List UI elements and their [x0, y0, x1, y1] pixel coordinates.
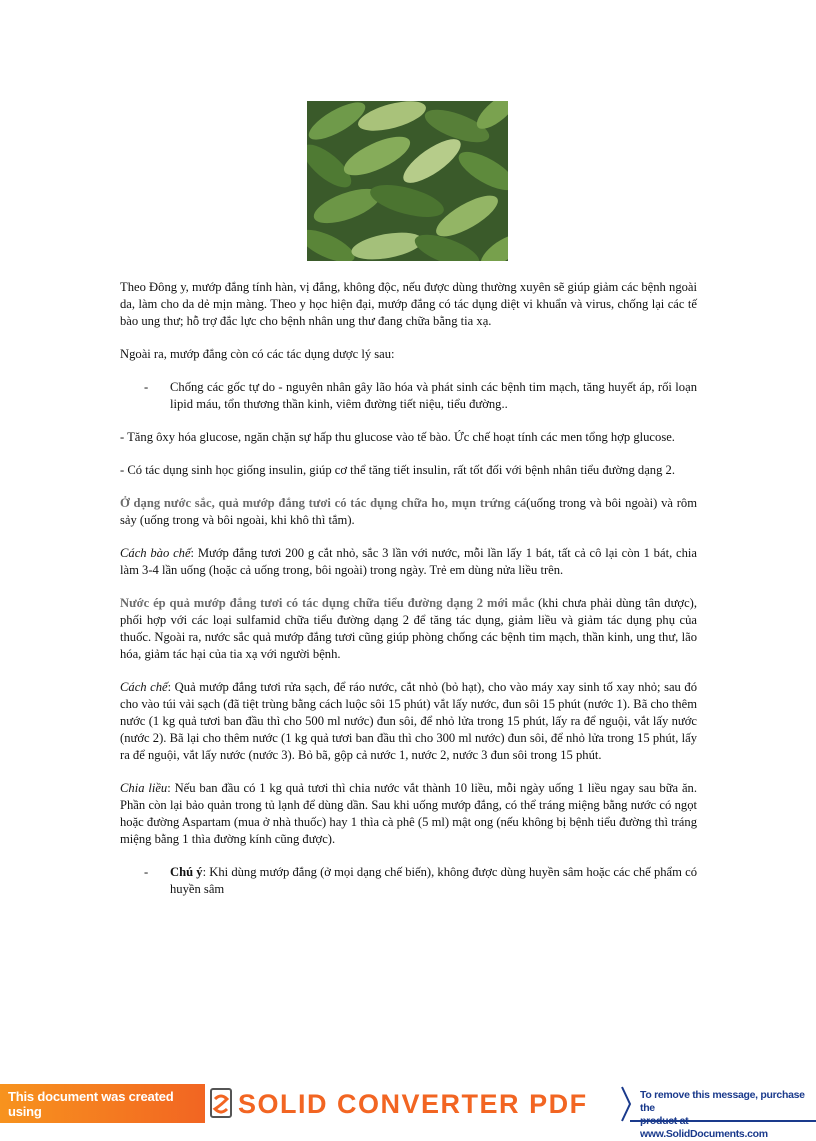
bullet-dash: - [144, 380, 149, 394]
bullet-text [170, 865, 697, 896]
paragraph-dosage [120, 780, 697, 848]
paragraph-decoction [120, 495, 697, 529]
dosage-text: : Nếu ban đầu có 1 kg quả tươi thì chia nước vắt thành 10 liều, mỗi ngày uống 1 liều ngay sau bữa ăn. Phần còn lại bảo quản trong tủ lạnh để dùng dần. Sau khi uống mướp đắng, có thể tráng miệng bằng nước có ngọt hoặc đường Aspartam (mua ở nhà thuốc) hay 1 thìa cà phê (5 ml) mật ong (nếu không bị bệnh tiểu đường thì tráng miệng bằng 1 thìa đường kính cũng được). [120, 781, 697, 846]
paragraph-method [120, 679, 697, 764]
bitter-melon-photo [307, 101, 508, 261]
brand-pdf: PDF [529, 1089, 588, 1119]
preparation-text: : Mướp đắng tươi 200 g cắt nhỏ, sắc 3 lần với nước, mỗi lần lấy 1 bát, tất cả cô lại còn 1 bát, chia làm 3-4 lần uống (hoặc cả uống trong, bôi ngoài) trong ngày. Trẻ em dùng nửa liều trên. [120, 546, 697, 577]
remove-message-line1: To remove this message, purchase the [640, 1089, 805, 1114]
brand-converter: CONVERTER [337, 1089, 521, 1119]
note-label: Chú ý [170, 865, 203, 879]
brand-solid: SOLID [238, 1089, 329, 1119]
solid-converter-brand [238, 1088, 588, 1120]
paragraph-preparation [120, 545, 697, 579]
bullet-item-note [120, 864, 697, 898]
paragraph-glucose: - Tăng ôxy hóa glucose, ngăn chặn sự hấp thu glucose vào tế bào. Ức chế hoạt tính các men tổng hợp glucose. [120, 430, 675, 444]
paragraph-intro: Theo Đông y, mướp đắng tính hàn, vị đắng, không độc, nếu được dùng thường xuyên sẽ giúp giảm các bệnh ngoài da, làm cho da dẻ mịn màng. Theo y học hiện đại, mướp đắng có tác dụng diệt vi khuẩn và virus, chống lại các tế bào ung thư; hỗ trợ đắc lực cho bệnh nhân ung thư đang chữa bằng tia xạ. [120, 280, 697, 328]
bullet-text: Chống các gốc tự do - nguyên nhân gây lão hóa và phát sinh các bệnh tim mạch, tăng huyết áp, rối loạn lipid máu, tổn thương thần kinh, viêm đường tiết niệu, tiểu đường.. [170, 380, 697, 411]
paragraph-effects-heading: Ngoài ra, mướp đắng còn có các tác dụng dược lý sau: [120, 347, 395, 361]
juice-heading: Nước ép quả mướp đắng tươi có tác dụng chữa tiểu đường dạng 2 mới mắc [120, 596, 535, 610]
remove-message-line2: product at www.SolidDocuments.com [640, 1115, 768, 1140]
remove-message-link[interactable] [640, 1089, 812, 1141]
juice-text: (khi chưa phải dùng tân dược), phối hợp với các loại sulfamid chữa tiểu đường dạng 2 để tăng tác dụng, giảm liều và giảm tác dụng phụ của thuốc. Ngoài ra, nước sắc quả mướp đắng tươi cũng giúp phòng chống các bệnh tim mạch, thần kinh, ung thư, lão hóa, giảm tác hại của tia xạ với người bệnh. [120, 596, 697, 661]
document-body [120, 279, 697, 914]
paragraph-insulin: - Có tác dụng sinh học giống insulin, giúp cơ thể tăng tiết insulin, rất tốt đối với bệnh nhân tiểu đường dạng 2. [120, 463, 675, 477]
dosage-label: Chia liều [120, 781, 168, 795]
decoction-heading: Ở dạng nước sắc, quả mướp đắng tươi có tác dụng chữa ho, mụn trứng cá [120, 496, 527, 510]
bullet-dash: - [144, 865, 149, 879]
note-text: : Khi dùng mướp đắng (ở mọi dạng chế biến), không được dùng huyền sâm hoặc các chế phẩm có huyền sâm [170, 865, 697, 896]
paragraph-juice [120, 595, 697, 663]
method-text: : Quả mướp đắng tươi rửa sạch, để ráo nước, cắt nhỏ (bỏ hạt), cho vào máy xay sinh tố xay nhỏ; sau đó cho vào túi vải sạch (đã tiệt trùng bằng cách luộc sôi 15 phút) vắt lấy nước, đun sôi 15 phút (nước 1). Bã cho thêm nước (1 kg quả tươi ban đầu thì cho 500 ml nước) đun sôi, để nhỏ lửa trong 15 phút, lấy ra để nguội, vắt lấy nước (nước 2). Bã lại cho thêm nước (1 kg quả tươi ban đầu thì cho 300 ml nước) đun sôi, để nhỏ lửa trong 15 phút, lấy ra để nguội, vắt lấy nước (nước 3). Bỏ bã, gộp cả nước 1, nước 2, nước 3 đun sôi trong 15 phút. [120, 680, 697, 762]
decoction-text: (uống trong và bôi ngoài) và rôm sảy (uống trong và bôi ngoài, khi khô thì tắm). [120, 496, 698, 527]
method-label: Cách chế [120, 680, 168, 694]
solid-converter-logo-icon [207, 1087, 235, 1121]
created-using-label: This document was created using [0, 1084, 205, 1123]
preparation-label: Cách bào chế [120, 546, 191, 560]
watermark-banner [0, 1084, 816, 1140]
bullet-item-free-radicals [120, 379, 697, 413]
